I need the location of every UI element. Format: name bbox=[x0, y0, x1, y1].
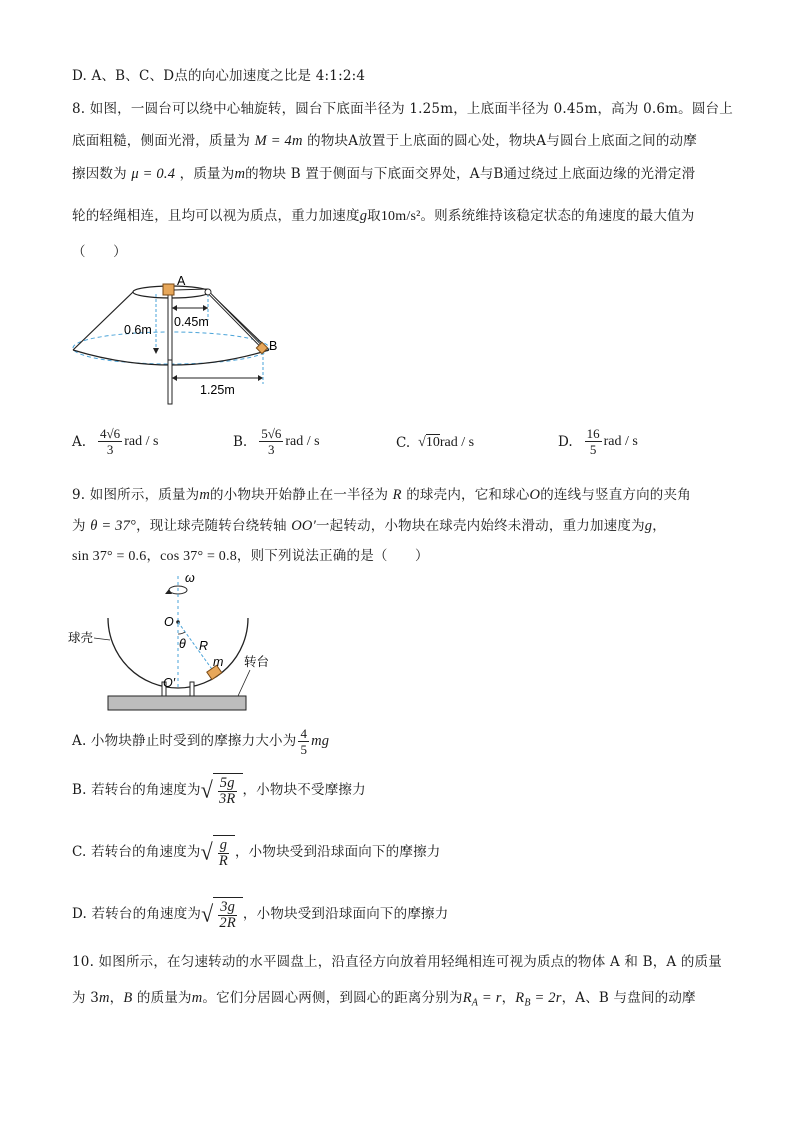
label-O-prime: O′ bbox=[163, 676, 176, 690]
q8-option-d-label: D. bbox=[558, 433, 573, 450]
q9-option-c-sqrt bbox=[201, 835, 235, 869]
q8-cone-figure bbox=[66, 270, 286, 410]
q10-RA: R bbox=[462, 990, 472, 1006]
q9-shell-figure bbox=[66, 572, 296, 714]
q10-RB-eq: = 2r bbox=[530, 990, 562, 1006]
q9-cos-formula: cos 37° = 0.8 bbox=[160, 549, 237, 564]
q9-axis-symbol: OO′ bbox=[291, 518, 316, 534]
q9-option-b-text: B. 若转台的角速度为 bbox=[72, 782, 201, 798]
q8-line-4-b: 取 bbox=[367, 208, 381, 224]
arrow-left-bottom bbox=[172, 375, 177, 381]
q9-b-frac bbox=[217, 776, 238, 807]
q10-line-1: 10. 如图所示，在匀速转动的水平圆盘上，沿直径方向放着用轻绳相连可视为质点的物体 A 和 B，A 的质量 bbox=[72, 954, 722, 970]
q8-option-c-label: C. bbox=[396, 434, 411, 451]
q9-option-d-tail: ，小物块受到沿球面向下的摩擦力 bbox=[242, 906, 449, 922]
q9-g-symbol: g bbox=[644, 518, 653, 534]
q8-line-4-a: 轮的轻绳相连，且均可以视为质点，重力加速度 bbox=[72, 208, 360, 224]
q8-option-a-label: A. bbox=[72, 433, 87, 450]
q9-option-b-tail: ，小物块不受摩擦力 bbox=[242, 782, 366, 798]
q9-R-symbol: R bbox=[392, 487, 402, 503]
q9-a-num: 4 bbox=[300, 725, 308, 741]
q9-O-symbol: O bbox=[529, 487, 541, 503]
leader-shell bbox=[94, 638, 110, 640]
q9-d-frac bbox=[217, 900, 238, 931]
q8-line-2 bbox=[72, 131, 724, 151]
sqrt-sign: √ bbox=[200, 776, 213, 803]
q8-option-b-label: B. bbox=[233, 433, 248, 450]
label-turntable: 转台 bbox=[244, 655, 270, 669]
q9-option-b-sqrt bbox=[201, 773, 243, 807]
q8-option-a-frac bbox=[98, 426, 122, 457]
theta-arc bbox=[178, 632, 185, 634]
q9-line-3-c: ，则下列说法正确的是（ ） bbox=[236, 548, 429, 564]
q9-c-frac bbox=[217, 838, 230, 869]
label-O: O bbox=[164, 615, 174, 629]
q9-option-c bbox=[72, 834, 724, 870]
q9-c-den: R bbox=[218, 852, 228, 869]
rope-top bbox=[174, 289, 208, 290]
q9-m-symbol: m bbox=[199, 487, 211, 503]
arrow-right-bottom bbox=[258, 375, 263, 381]
q9-option-d-text: D. 若转台的角速度为 bbox=[72, 906, 202, 922]
q9-d-num: 3g bbox=[220, 898, 236, 915]
q8-option-a-unit: rad / s bbox=[124, 433, 159, 449]
q9-b-den: 3R bbox=[218, 790, 236, 807]
q9-line-1-d: 的连线与竖直方向的夹角 bbox=[540, 487, 691, 503]
label-omega: ω bbox=[185, 572, 195, 585]
q10-RA-eq: = r bbox=[478, 990, 502, 1006]
sqrt-sign: √ bbox=[200, 838, 213, 865]
q8-c-radical-sign: √ bbox=[418, 434, 426, 450]
q9-option-a-text: A. 小物块静止时受到的摩擦力大小为 bbox=[72, 733, 297, 749]
q10-m1: m bbox=[98, 990, 110, 1006]
q8-option-b-frac bbox=[259, 426, 283, 457]
axis-lower bbox=[168, 360, 172, 404]
q8-line-1-text: 8. 如图，一圆台可以绕中心轴旋转，圆台下底面半径为 1.25m，上底面半径为 0.45m，高为 0.6m。圆台上 bbox=[72, 101, 733, 117]
height-arrow bbox=[153, 348, 159, 354]
q9-line-2-c: 一起转动，小物块在球壳内始终未滑动，重力加速度为 bbox=[315, 518, 645, 534]
q8-line-3-a: 擦因数为 bbox=[72, 166, 127, 182]
label-theta: θ bbox=[179, 637, 186, 651]
q8-option-b-unit: rad / s bbox=[285, 433, 320, 449]
q9-line-2 bbox=[72, 516, 724, 536]
label-m: m bbox=[213, 655, 224, 669]
q8-option-c-radicand: 10 bbox=[425, 435, 440, 450]
q9-option-d-sqrt bbox=[201, 897, 243, 931]
q7-option-d: D. A、B、C、D点的向心加速度之比是 4:1:2:4 bbox=[72, 68, 366, 84]
q9-c-num: g bbox=[219, 836, 228, 853]
q9-option-a-tail: mg bbox=[311, 733, 330, 749]
q8-line-2-a: 底面粗糙，侧面光滑，质量为 bbox=[72, 133, 251, 149]
q10-line-2 bbox=[72, 988, 724, 1014]
q10-line-2-c: 的质量为 bbox=[132, 990, 192, 1006]
q9-theta-formula: θ = 37° bbox=[90, 518, 137, 534]
q9-d-under bbox=[213, 897, 243, 931]
label-top-radius: 0.45m bbox=[174, 315, 209, 329]
q10-sep: ， bbox=[501, 990, 516, 1006]
q8-line-3 bbox=[72, 164, 724, 184]
label-height: 0.6m bbox=[124, 323, 152, 337]
q8-g-symbol: g bbox=[359, 208, 368, 224]
arrow-left-top bbox=[172, 305, 177, 311]
q10-RB-sub: B bbox=[524, 997, 531, 1009]
q10-line-2-d: 。它们分居圆心两侧，到圆心的距离分别为 bbox=[202, 990, 463, 1006]
rotation-arrowhead bbox=[165, 589, 172, 594]
q8-line-4 bbox=[72, 206, 724, 227]
q8-b-num: 5√6 bbox=[261, 426, 282, 441]
sqrt-sign: √ bbox=[201, 900, 214, 927]
cone-left-side bbox=[73, 292, 133, 350]
q9-line-1-a: 9. 如图所示，质量为 bbox=[72, 487, 200, 503]
q9-d-den: 2R bbox=[219, 914, 236, 931]
q8-option-d bbox=[558, 426, 638, 457]
q8-mass-formula: M = 4m bbox=[254, 133, 303, 149]
q9-b-under bbox=[213, 773, 243, 807]
q9-line-3-sep: ， bbox=[146, 548, 161, 564]
q9-line-1-b: 的小物块开始静止在一半径为 bbox=[210, 487, 389, 503]
q8-a-num: 4√6 bbox=[100, 426, 121, 441]
q9-a-den: 5 bbox=[300, 741, 308, 757]
q8-answer-paren: （ ） bbox=[72, 244, 127, 260]
q8-a-den: 3 bbox=[106, 442, 114, 457]
q8-mu-formula: μ = 0.4 bbox=[131, 166, 176, 182]
q10-m2: m bbox=[191, 990, 203, 1006]
q8-m-symbol: m bbox=[234, 166, 246, 182]
block-a bbox=[163, 284, 174, 295]
q9-b-num: 5g bbox=[219, 774, 235, 791]
q10-line-2-b: ， bbox=[109, 990, 124, 1006]
q9-option-a bbox=[72, 724, 724, 758]
turntable bbox=[108, 696, 246, 710]
q10-B-symbol: B bbox=[123, 990, 133, 1006]
q9-option-a-frac bbox=[298, 726, 309, 757]
q8-option-d-frac bbox=[585, 426, 602, 457]
q8-option-a bbox=[72, 426, 158, 457]
q8-option-b bbox=[233, 426, 320, 457]
q8-line-1 bbox=[72, 99, 733, 119]
q8-d-den: 5 bbox=[589, 442, 597, 457]
q10-line-2-e: ，A、B 与盘间的动摩 bbox=[561, 990, 696, 1006]
q8-g-value: 10m/s² bbox=[380, 209, 421, 224]
q9-option-c-tail: ，小物块受到沿球面向下的摩擦力 bbox=[234, 844, 441, 860]
support-right bbox=[190, 682, 194, 696]
q10-RA-sub: A bbox=[471, 997, 479, 1009]
shell-outer bbox=[108, 618, 248, 688]
q9-c-under bbox=[213, 835, 235, 869]
rope-side-inner bbox=[210, 294, 262, 347]
q9-line-1 bbox=[72, 485, 724, 505]
q9-option-d bbox=[72, 896, 724, 932]
arrow-right-top bbox=[203, 305, 208, 311]
q9-line-1-c: 的球壳内，它和球心 bbox=[406, 487, 530, 503]
label-shell: 球壳 bbox=[68, 631, 94, 645]
label-a: A bbox=[177, 274, 186, 288]
q9-line-2-a: 为 bbox=[72, 518, 86, 534]
q8-d-num: 16 bbox=[586, 426, 600, 441]
q10-line-2-a: 为 3 bbox=[72, 990, 99, 1006]
label-b: B bbox=[269, 339, 278, 353]
q9-line-2-d: ， bbox=[652, 518, 666, 534]
q8-b-den: 3 bbox=[268, 442, 275, 457]
q8-line-3-c: 的物块 B 置于侧面与下底面交界处，A与B通过绕过上底面边缘的光滑定滑 bbox=[245, 166, 696, 182]
q9-sin-formula: sin 37° = 0.6 bbox=[72, 549, 147, 564]
q8-line-2-b: 的物块A放置于上底面的圆心处，物块A与圆台上底面之间的动摩 bbox=[307, 133, 697, 149]
q8-line-3-b: ，质量为 bbox=[179, 166, 235, 182]
q8-line-4-c: 。则系统维持该稳定状态的角速度的最大值为 bbox=[420, 208, 695, 224]
q9-option-b bbox=[72, 772, 724, 808]
q9-line-2-b: ，现让球壳随转台绕转轴 bbox=[136, 518, 287, 534]
label-R: R bbox=[199, 639, 209, 653]
q9-line-3 bbox=[72, 546, 724, 567]
q9-option-c-text: C. 若转台的角速度为 bbox=[72, 844, 201, 860]
q8-option-c bbox=[396, 434, 474, 451]
q10-RB: R bbox=[515, 990, 525, 1006]
q8-option-c-unit: rad / s bbox=[439, 434, 475, 450]
label-bottom-radius: 1.25m bbox=[200, 383, 235, 397]
q8-option-d-unit: rad / s bbox=[603, 433, 638, 449]
leader-turntable bbox=[238, 670, 250, 696]
